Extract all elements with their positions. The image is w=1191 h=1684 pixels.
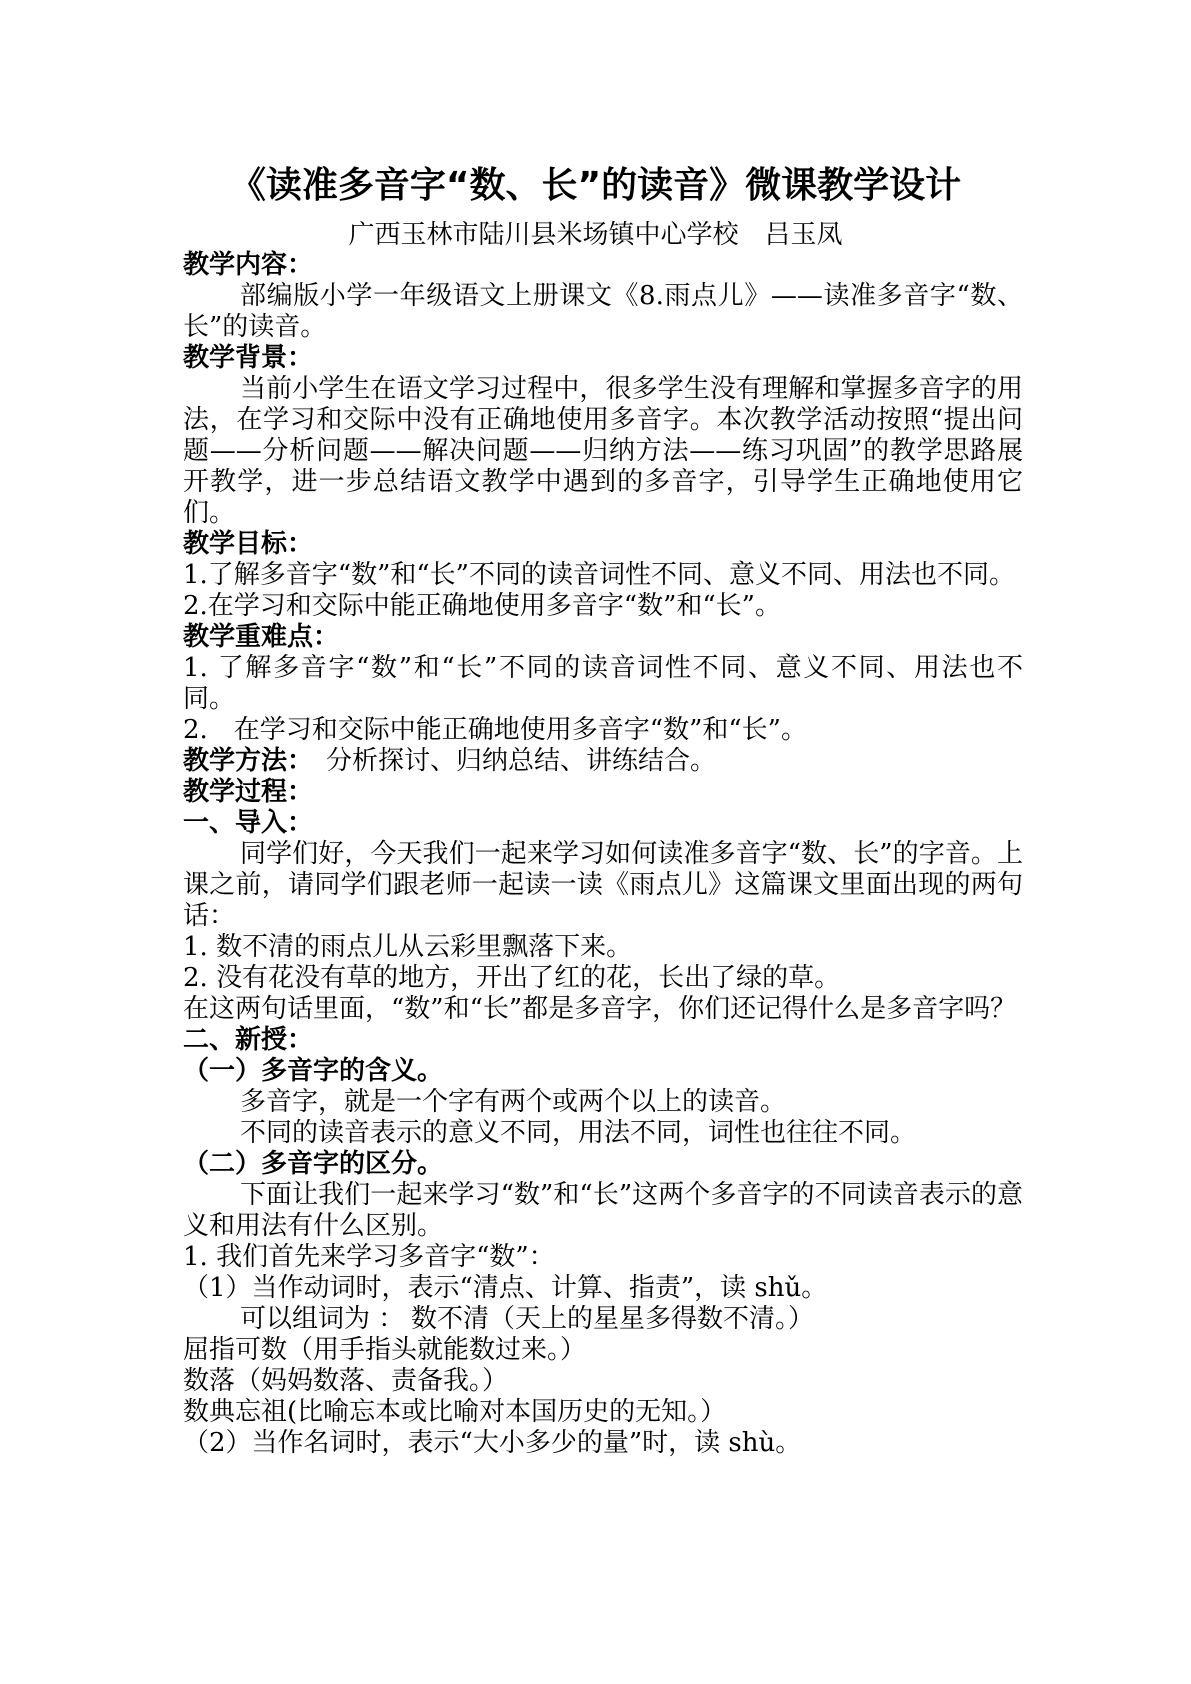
method-heading: 教学方法： [183,746,301,776]
shu-word-3: 数落（妈妈数落、责备我。） [183,1366,509,1396]
meaning-line-1: 多音字，就是一个字有两个或两个以上的读音。 [240,1087,787,1117]
method-text: 分析探讨、归纳总结、讲练结合。 [326,746,717,776]
shu-word-1: 数不清（天上的星星多得数不清。） [411,1304,815,1334]
goal-item-2: 2.在学习和交际中能正确地使用多音字“数”和“长”。 [183,591,781,621]
shu-verb-line: （1）当作动词时，表示“清点、计算、指责”，读 shǔ。 [183,1273,828,1303]
intro-heading: 一、导入： [183,808,314,838]
shu-word-2: 屈指可数（用手指头就能数过来。） [183,1335,587,1365]
intro-question: 在这两句话里面，“数”和“长”都是多音字，你们还记得什么是多音字吗？ [183,994,1017,1024]
intro-sentence-1: 1. 数不清的雨点儿从云彩里飘落下来。 [183,932,633,962]
new-lesson-heading: 二、新授： [183,1025,314,1055]
shu-words-prefix: 可以组词为 ： [240,1304,405,1334]
key-point-1: 1. 了解多音字“数”和“长”不同的读音词性不同、意义不同、用法也不同。 [183,653,1023,714]
goals-heading: 教学目标： [183,529,314,559]
intro-paragraph: 同学们好，今天我们一起来学习如何读准多音字“数、长”的字音。上课之前，请同学们跟老师一起读一读《雨点儿》这篇课文里面出现的两句话： [183,839,1023,931]
document-body [183,250,1023,1459]
meaning-line-2: 不同的读音表示的意义不同，用法不同，词性也往往不同。 [240,1118,917,1148]
shu-word-4: 数典忘祖(比喻忘本或比喻对本国历史的无知。） [183,1397,727,1427]
key-point-2: 2. 在学习和交际中能正确地使用多音字“数”和“长”。 [183,715,807,745]
distinction-subheading: （二）多音字的区分。 [183,1149,444,1179]
author-line: 广西玉林市陆川县米场镇中心学校 吕玉凤 [348,220,843,250]
background-paragraph: 当前小学生在语文学习过程中，很多学生没有理解和掌握多音字的用法，在学习和交际中没有正确地使用多音字。本次教学活动按照“提出问题——分析问题——解决问题——归纳方法——练习巩固”的教学思路展开教学，进一步总结语文教学中遇到的多音字，引导学生正确地使用它们。 [183,374,1023,528]
shu-words-first-row [183,1304,1023,1335]
content-heading: 教学内容： [183,250,314,280]
meaning-subheading: （一）多音字的含义。 [183,1056,444,1086]
process-heading: 教学过程： [183,777,314,807]
background-heading: 教学背景： [183,343,314,373]
distinction-paragraph: 下面让我们一起来学习“数”和“长”这两个多音字的不同读音表示的意义和用法有什么区别。 [183,1180,1023,1241]
document-title: 《读准多音字“数、长”的读音》微课教学设计 [229,165,962,206]
shu-noun-line: （2）当作名词时，表示“大小多少的量”时，读 shù。 [183,1428,802,1458]
key-points-heading: 教学重难点： [183,622,340,652]
method-line [183,746,1023,777]
goal-item-1: 1.了解多音字“数”和“长”不同的读音词性不同、意义不同、用法也不同。 [183,560,1015,590]
content-paragraph: 部编版小学一年级语文上册课文《8.雨点儿》——读准多音字“数、长”的读音。 [183,281,1023,342]
shu-intro: 1. 我们首先来学习多音字“数”： [183,1242,555,1272]
intro-sentence-2: 2. 没有花没有草的地方，开出了红的花，长出了绿的草。 [183,963,841,993]
